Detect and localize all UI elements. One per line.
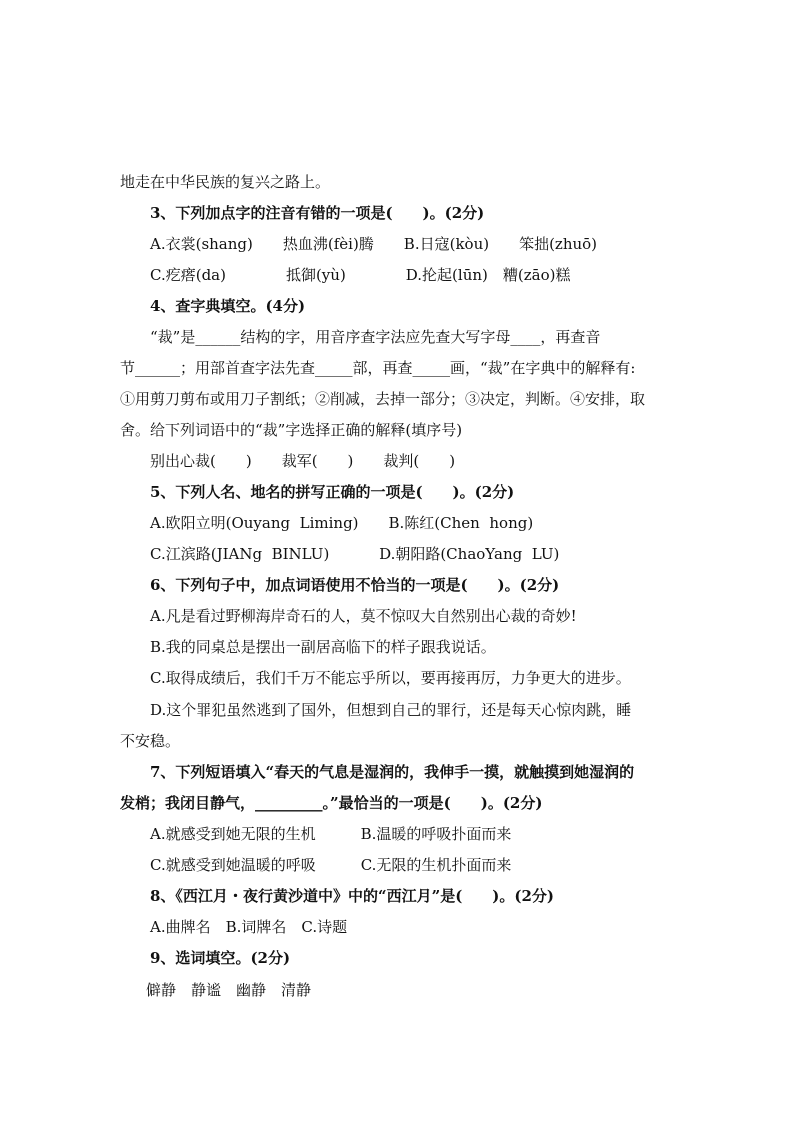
question-8-options: A.曲牌名 B.词牌名 C.诗题 — [150, 918, 348, 936]
question-4-text-line-1: “裁”是______结构的字，用音序查字法应先查大写字母____，再查音 — [150, 328, 601, 346]
question-3-stem: 3、下列加点字的注音有错的一项是( )。(2分) — [150, 204, 485, 222]
question-7-options-ab: A.就感受到她无限的生机 B.温暖的呼吸扑面而来 — [150, 825, 512, 843]
question-4-blanks: 别出心裁( ) 裁军( ) 裁判( ) — [150, 452, 456, 470]
question-6-option-a: A.凡是看过野柳海岸奇石的人，莫不惊叹大自然别出心裁的奇妙! — [150, 607, 577, 625]
intro-continuation: 地走在中华民族的复兴之路上。 — [120, 173, 331, 191]
question-6-option-d-cont: 不安稳。 — [120, 732, 181, 750]
question-4-text-line-3: ①用剪刀剪布或用刀子割纸；②削减，去掉一部分；③决定，判断。④安排，取 — [120, 390, 646, 408]
question-7-stem: 7、下列短语填入“春天的气息是湿润的，我伸手一摸，就触摸到她湿润的 — [150, 763, 635, 781]
question-4-text-line-2: 节______；用部首查字法先查_____部，再查_____画，“裁”在字典中的解释有: — [120, 359, 636, 377]
question-7-stem-cont: 发梢；我闭目静气，_________。”最恰当的一项是( )。(2分) — [120, 794, 543, 812]
question-6-option-b: B.我的同桌总是摆出一副居高临下的样子跟我说话。 — [150, 638, 496, 656]
question-5-stem: 5、下列人名、地名的拼写正确的一项是( )。(2分) — [150, 483, 515, 501]
question-5-options-cd: C.江滨路(JIANg BINLU) D.朝阳路(ChaoYang LU) — [150, 545, 560, 563]
question-7-options-cd: C.就感受到她温暖的呼吸 C.无限的生机扑面而来 — [150, 856, 512, 874]
question-6-option-c: C.取得成绩后，我们千万不能忘乎所以，要再接再厉，力争更大的进步。 — [150, 669, 631, 687]
question-5-options-ab: A.欧阳立明(Ouyang Liming) B.陈红(Chen hong) — [150, 514, 534, 532]
question-3-options-cd: C.疙瘩(da) 抵御(yù) D.抡起(lūn) 糟(zāo)糕 — [150, 266, 571, 284]
question-9-stem: 9、选词填空。(2分) — [150, 949, 291, 967]
question-3-options-ab: A.衣裳(shang) 热血沸(fèi)腾 B.日寇(kòu) 笨拙(zhuō) — [150, 235, 598, 253]
question-4-stem: 4、查字典填空。(4分) — [150, 297, 306, 315]
question-6-option-d: D.这个罪犯虽然逃到了国外，但想到自己的罪行，还是每天心惊肉跳，睡 — [150, 701, 632, 719]
question-8-stem: 8、《西江月・夜行黄沙道中》中的“西江月”是( )。(2分) — [150, 887, 555, 905]
question-4-text-line-4: 舍。给下列词语中的“裁”字选择正确的解释(填序号) — [120, 421, 463, 439]
question-9-word-list: 僻静 静谧 幽静 清静 — [146, 981, 312, 999]
question-6-stem: 6、下列句子中，加点词语使用不恰当的一项是( )。(2分) — [150, 576, 560, 594]
